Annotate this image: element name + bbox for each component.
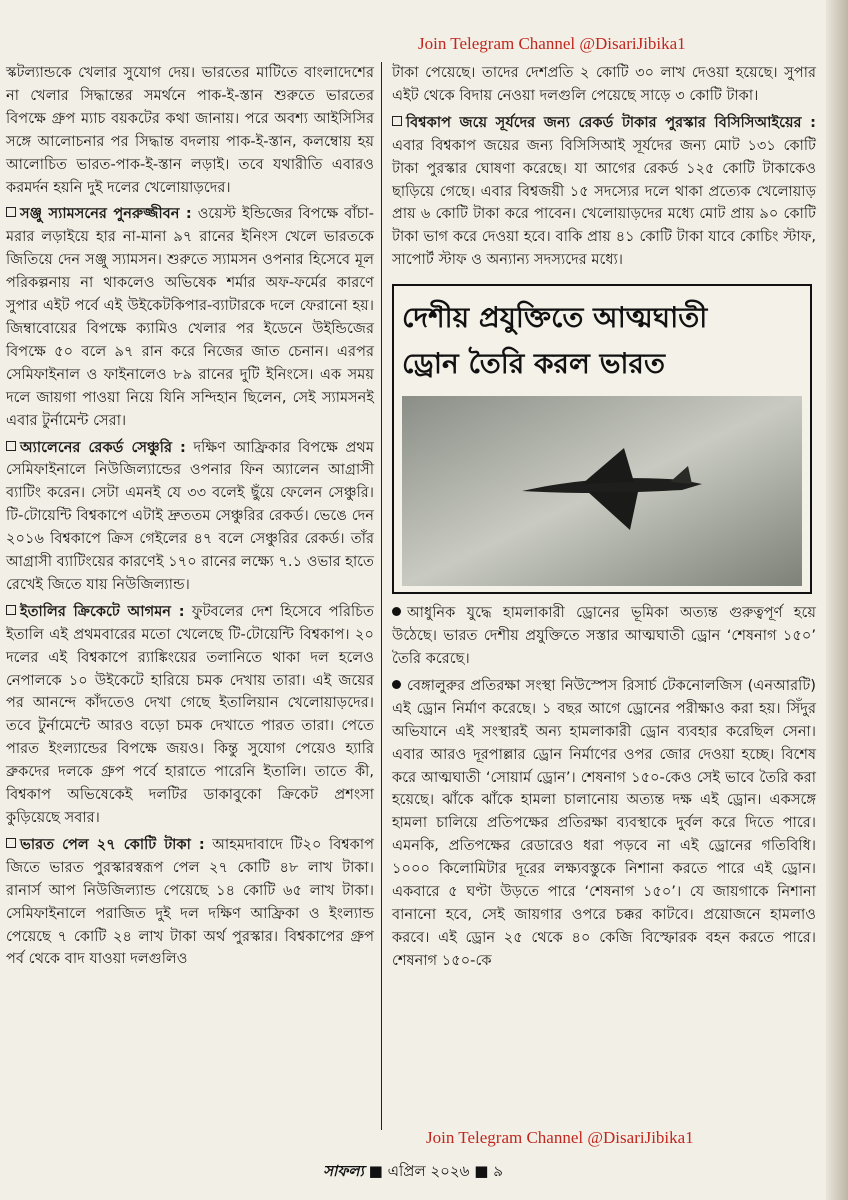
watermark-bottom: Join Telegram Channel @DisariJibika1 [426,1128,694,1147]
footer-separator: ■ [474,1162,489,1180]
section-heading: বিশ্বকাপ জয়ে সূর্যদের জন্য রেকর্ড টাকার পুরস্কার বিসিসিআইয়ের : [406,113,816,131]
section-body: আহমদাবাদে টি২০ বিশ্বকাপ জিতে ভারত পুরস্কারস্বরূপ পেল ২৭ কোটি ৪৮ লাখ টাকা। রানার্স আপ নিউজিল্যান্ড পেয়েছে ১৪ কোটি ৬৫ লাখ টাকা। সেমিফাইনালে পরাজিত দুই দল দক্ষিণ আফ্রিকা ও ইংল্যান্ড পেয়েছে ৭ কোটি ২৪ লাখ টাকা অর্থ পুরস্কার। বিশ্বকাপের গ্রুপ পর্ব থেকে বাদ যাওয়া দলগুলিও [6,835,374,968]
bullet-icon [392,680,401,689]
page-number: ৯ [493,1162,503,1180]
drone-bullet-2 [392,675,816,973]
section-body: ওয়েস্ট ইন্ডিজের বিপক্ষে বাঁচা-মরার লড়াইয়ে হার না-মানা ৯৭ রানের ইনিংস খেলে ভারতকে জিতিয়ে দেন সঞ্জু স্যামসন। শুরুতে স্যামসন ওপনার হিসেবে মূল পরিকল্পনায় না থাকলেও অভিষেক শর্মার অফ-ফর্মের কারণে সুপার এইট পর্বে এই উইকেটকিপার-ব্যাটারকে দলে ফেরানো হয়। জিম্বাবোয়ের বিপক্ষে ক্যামিও খেলার পর ইডেনে উইন্ডিজের বিপক্ষে ৫০ বলে ৯৭ রান করে নিজের জাত চেনান। এরপর সেমিফাইনাল ও ফাইনালেও ৮৯ রানের দুটি ইনিংসে। এক সময় দলে জায়গা পাওয়া নিয়ে যিনি সন্দিহান ছিলেন, সেই স্যামসনই এবার টুর্নামেন্ট সেরা। [6,205,374,429]
section-body: দক্ষিণ আফ্রিকার বিপক্ষে প্রথম সেমিফাইনালে নিউজিল্যান্ডের ওপনার ফিন অ্যালেন আগ্রাসী ব্যাটিং করেন। সেটা এমনই যে ৩৩ বলেই ছুঁয়ে ফেলেন সেঞ্চুরি। টি-টোয়েন্টি বিশ্বকাপে এটাই দ্রুততম সেঞ্চুরির রেকর্ড। ভেঙে দেন ২০১৬ বিশ্বকাপে ক্রিস গেইলের ৪৭ বলে সেঞ্চুরির রেকর্ড। তাঁর আগ্রাসী ব্যাটিংয়ের কারণেই ১৭০ রানের লক্ষ্যে ৭.১ ওভার হাতে রেখেই জিতে যায় নিউজিল্যান্ড। [6,438,374,593]
column-divider [381,62,382,1130]
section-italy [6,601,374,830]
section-samson [6,203,374,432]
page-footer [0,1160,826,1185]
drone-article-headline-box [392,284,812,594]
magazine-brand: সাফল্য [323,1162,364,1180]
headline-line-2: ড্রোন তৈরি করল ভারত [402,347,665,381]
section-heading: অ্যালেনের রেকর্ড সেঞ্চুরি : [20,438,186,456]
section-prize-money [6,834,374,971]
section-heading: ভারত পেল ২৭ কোটি টাকা : [20,835,205,853]
checkbox-square-icon [6,207,16,217]
left-intro-paragraph: স্কটল্যান্ডকে খেলার সুযোগ দেয়। ভারতের মাটিতে বাংলাদেশের না খেলার সিদ্ধান্তের সমর্থনে পাক-ই-স্তান শুরুতে ভারতের বিপক্ষে গ্রুপ ম্যাচ বয়কটের কথা জানায়। পরে অবশ্য আইসিসির সঙ্গে আলোচনার পর সিদ্ধান্ত বদলায় পাক-ই-স্তান, কলম্বোয় হয় আলোচিত ভারত-পাক-ই-স্তান লড়াই। তবে যথারীতি এবারও করমর্দন হয়নি দুই দলের খেলোয়াড়দের। [6,64,374,196]
bullet-text: আধুনিক যুদ্ধে হামলাকারী ড্রোনের ভূমিকা অত্যন্ত গুরুত্বপূর্ণ হয়ে উঠেছে। ভারত দেশীয় প্রযুক্তিতে সস্তার আত্মঘাতী ড্রোন ‘শেষনাগ ১৫০’ তৈরি করেছে। [392,604,816,667]
checkbox-square-icon [6,605,16,615]
right-column [392,62,816,973]
left-column [6,62,374,971]
issue-month: এপ্রিল ২০২৬ [387,1162,470,1180]
footer-separator: ■ [368,1162,383,1180]
checkbox-square-icon [6,441,16,451]
bullet-icon [392,607,401,616]
headline-line-1: দেশীয় প্রযুক্তিতে আত্মঘাতী [402,301,708,335]
section-allen [6,437,374,597]
section-bcci-reward [392,112,816,272]
checkbox-square-icon [392,116,402,126]
section-heading: সঞ্জু স্যামসনের পুনরুজ্জীবন : [20,205,192,223]
section-body: ফুটবলের দেশ হিসেবে পরিচিত ইতালি এই প্রথমবারের মতো খেলেছে টি-টোয়েন্টি বিশ্বকাপ। ২০ দলের এই বিশ্বকাপে র‍্যাঙ্কিংয়ের তলানিতে থাকা দল হলেও নেপালকে ১০ উইকেটে হারিয়ে চমক দেখায় তারা। এই জয়ের পর আনন্দে কাঁদতেও দেখা গেছে ইতালিয়ান খেলোয়াড়দের। তবে টুর্নামেন্টে আরও বড়ো চমক দেখাতে পারত তারা। পেতে পারত ইংল্যান্ডের বিপক্ষে জয়ও। কিন্তু সুযোগ পেয়েও হ্যারি ব্রুকদের দলকে গ্রুপ পর্বে হারাতে পারেনি ইতালি। তাতে কী, বিশ্বকাপ অভিষেকেই দলটির ডাকাবুকো ক্রিকেট প্রশংসা কুড়িয়েছে সবার। [6,602,374,826]
right-intro-paragraph: টাকা পেয়েছে। তাদের দেশপ্রতি ২ কোটি ৩০ লাখ দেওয়া হয়েছে। সুপার এইট থেকে বিদায় নেওয়া দলগুলি পেয়েছে সাড়ে ৩ কোটি টাকা। [392,64,816,104]
drone-bullet-1 [392,602,816,671]
bullet-text: বেঙ্গালুরুর প্রতিরক্ষা সংস্থা নিউস্পেস রিসার্চ টেকনোলজিস (এনআরটি) এই ড্রোন নির্মাণ করেছে। ১ বছর আগে ড্রোনের পরীক্ষাও করা হয়। সিঁদুর অভিযানে এই সংস্থারই অন্য হামলাকারী ড্রোন ব্যবহার করেছিল সেনা। এবার আরও দূরপাল্লার ড্রোন নির্মাণের ওপর জোর দেওয়া হচ্ছে। বিশেষ করে আত্মঘাতী ‘সোয়ার্ম ড্রোন’। শেষনাগ ১৫০-কেও সেই ভাবে তৈরি করা হয়েছে। ঝাঁকে ঝাঁকে হামলা চালানোয় অত্যন্ত দক্ষ এই ড্রোন। একসঙ্গে হামলা চালিয়ে প্রতিপক্ষের প্রতিরক্ষা ব্যবস্থাকে দুর্বল করে দিতে পারে। এমনকি, প্রতিপক্ষের রেডারেও ধরা পড়বে না এই ড্রোনের গতিবিধি। ১০০০ কিলোমিটার দূরের লক্ষ্যবস্তুকে নিশানা করতে পারে এই ড্রোন। একবারে ৫ ঘণ্টা উড়তে পারে ‘শেষনাগ ১৫০’। যে জায়গাকে নিশানা বানানো হবে, সেই জায়গার ওপরে চক্কর কাটবে। প্রয়োজনে হামলাও করবে। এই ড্রোন ২৫ থেকে ৪০ কেজি বিস্ফোরক বহন করতে পারে। শেষনাগ ১৫০-কে [392,676,816,969]
watermark-top: Join Telegram Channel @DisariJibika1 [418,34,686,53]
section-heading: ইতালির ক্রিকেটে আগমন : [20,602,185,620]
section-body: এবার বিশ্বকাপ জয়ের জন্য বিসিসিআই সূর্যদের জন্য মোট ১৩১ কোটি টাকা পুরস্কার ঘোষণা করেছে। যা আগের রেকর্ড ১২৫ কোটি টাকাকেও ছাড়িয়ে গেছে। এবার বিশ্বজয়ী ১৫ সদস্যের দলে থাকা প্রত্যেক খেলোয়াড় প্রায় ৬ কোটি টাকা করে পাবেন। খেলোয়াড়দের মধ্যে মোট প্রায় ৯০ কোটি টাকা ভাগ করে দেওয়া হবে। বাকি প্রায় ৪১ কোটি টাকা যাবে কোচিং স্টাফ, সাপোর্ট স্টাফ ও অন্যান্য সদস্যদের মধ্যে। [392,136,816,269]
page-edge-shadow [826,0,848,1200]
drone-photo [402,396,802,586]
checkbox-square-icon [6,838,16,848]
